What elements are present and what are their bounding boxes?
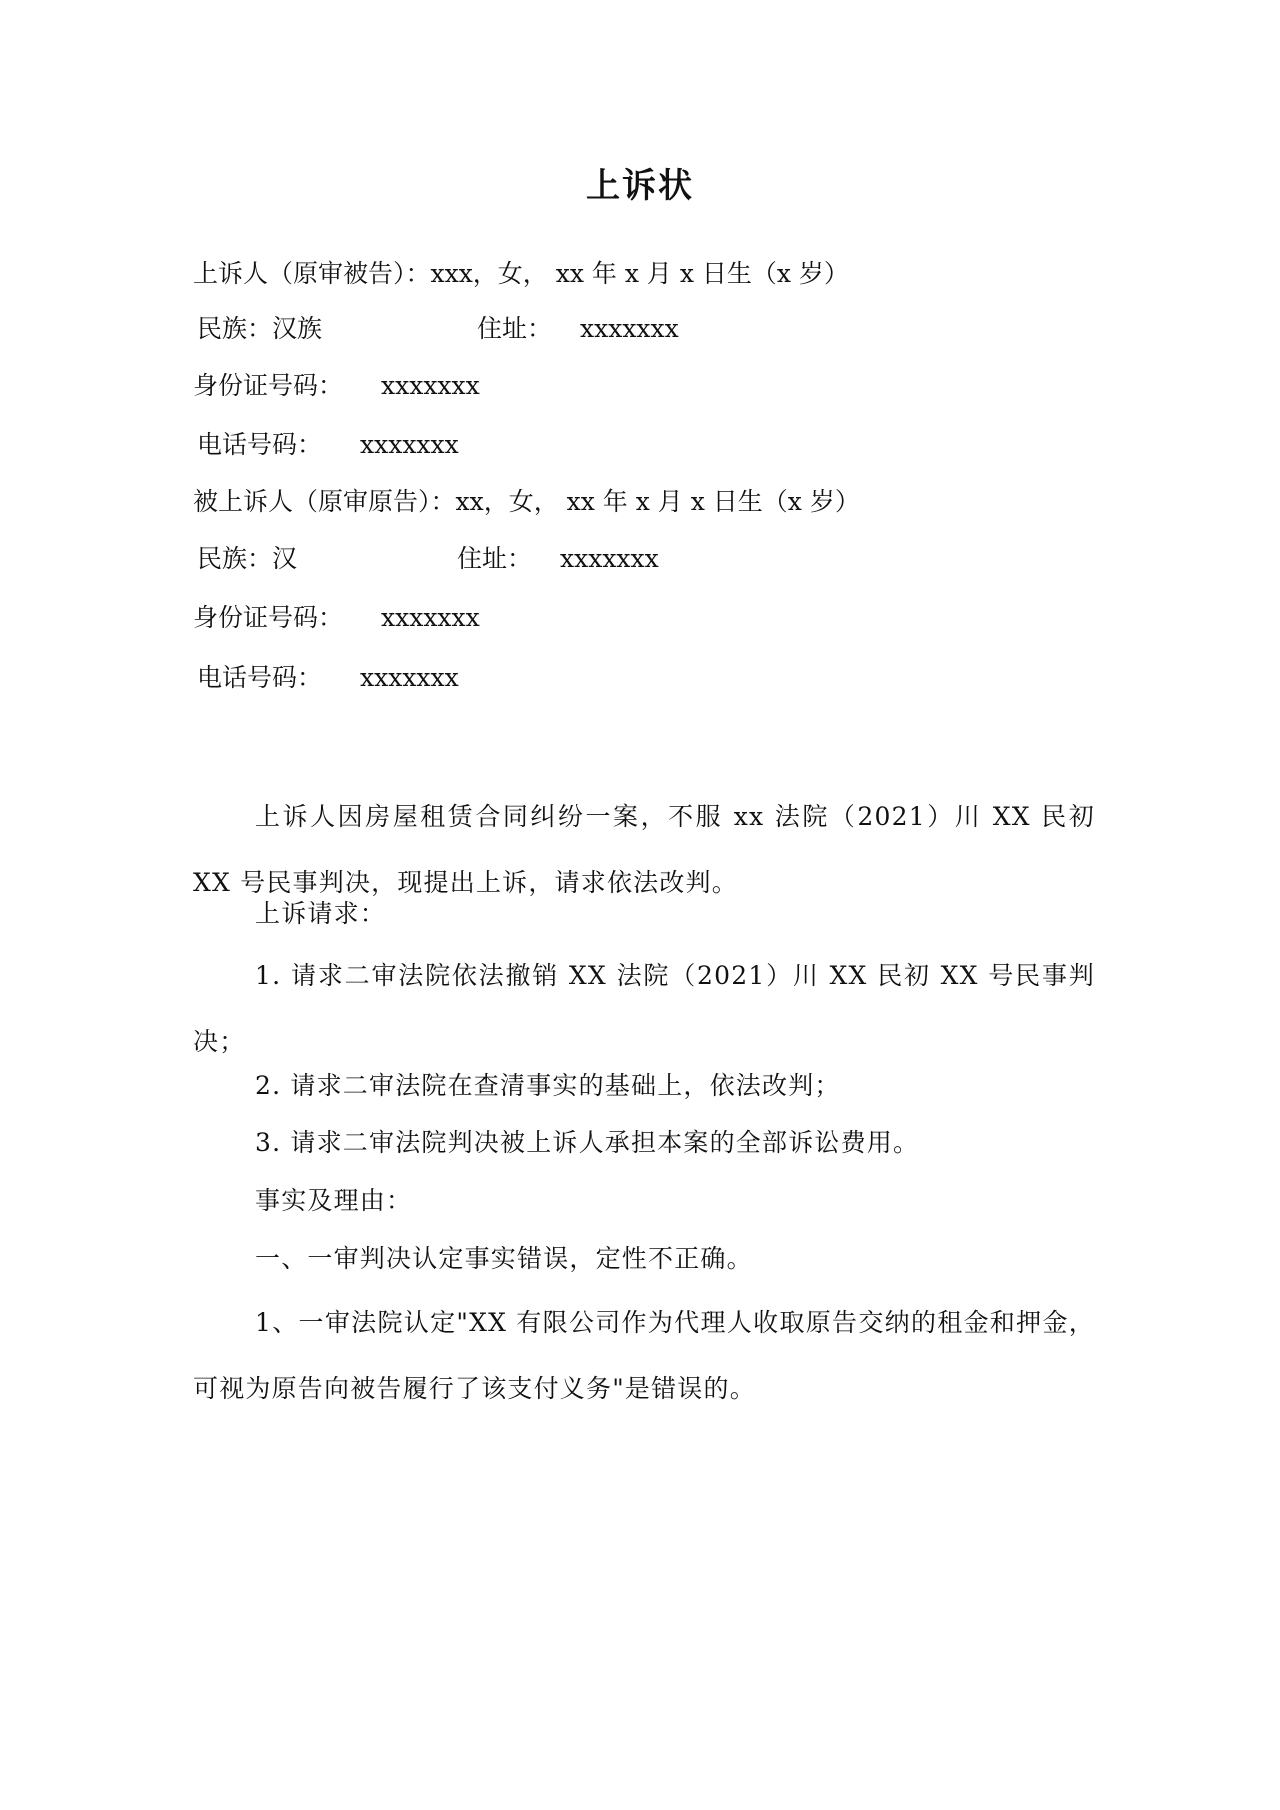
appellee-id-line (193, 601, 480, 635)
document-title: 上诉状 (586, 166, 694, 206)
request-item-1: 1. 请求二审法院依法撤销 XX 法院（2021）川 XX 民初 XX 号民事判决； (193, 961, 1095, 1056)
appellee-ethnicity: 民族：汉 (197, 544, 298, 573)
appellant-id-label: 身份证号码： (193, 371, 344, 400)
appellant-line: 上诉人（原审被告）：xxx，女， xx 年 x 月 x 日生（x 岁） (193, 259, 849, 288)
appellant-id-value: xxxxxxx (381, 371, 480, 400)
request-item-2: 2. 请求二审法院在查清事实的基础上，依法改判； (255, 1071, 841, 1100)
appellee-id-value: xxxxxxx (381, 603, 480, 632)
appellee-address-label: 住址： (457, 544, 533, 573)
reason-1-1-paragraph: 1、一审法院认定"XX 有限公司作为代理人收取原告交纳的租金和押金，可视为原告向被告履行了该支付义务"是错误的。 (193, 1308, 1095, 1403)
requests-heading: 上诉请求： (255, 899, 387, 928)
appellant-address-label: 住址： (477, 314, 553, 343)
appellant-phone-line (197, 428, 459, 462)
appellant-phone-label: 电话号码： (197, 430, 323, 459)
appellant-ethnicity: 民族：汉族 (197, 314, 323, 343)
appellee-phone-label: 电话号码： (197, 663, 323, 692)
appellee-address-value: xxxxxxx (560, 544, 659, 573)
appellee-phone-value: xxxxxxx (360, 663, 459, 692)
appellant-address-value: xxxxxxx (580, 314, 679, 343)
appellant-id-line (193, 369, 480, 403)
appellee-phone-line (197, 661, 459, 695)
reason-1-heading: 一、一审判决认定事实错误，定性不正确。 (255, 1244, 753, 1273)
appellee-id-label: 身份证号码： (193, 603, 344, 632)
appellee-ethnicity-address-line (197, 542, 659, 576)
facts-heading: 事实及理由： (255, 1186, 413, 1215)
appellant-ethnicity-address-line (197, 312, 679, 346)
intro-paragraph: 上诉人因房屋租赁合同纠纷一案，不服 xx 法院（2021）川 XX 民初 XX 号民事判决，现提出上诉，请求依法改判。 (193, 802, 1095, 897)
appellee-line: 被上诉人（原审原告）：xx，女， xx 年 x 月 x 日生（x 岁） (193, 487, 860, 516)
request-item-3: 3. 请求二审法院判决被上诉人承担本案的全部诉讼费用。 (255, 1128, 920, 1157)
appellant-phone-value: xxxxxxx (360, 430, 459, 459)
